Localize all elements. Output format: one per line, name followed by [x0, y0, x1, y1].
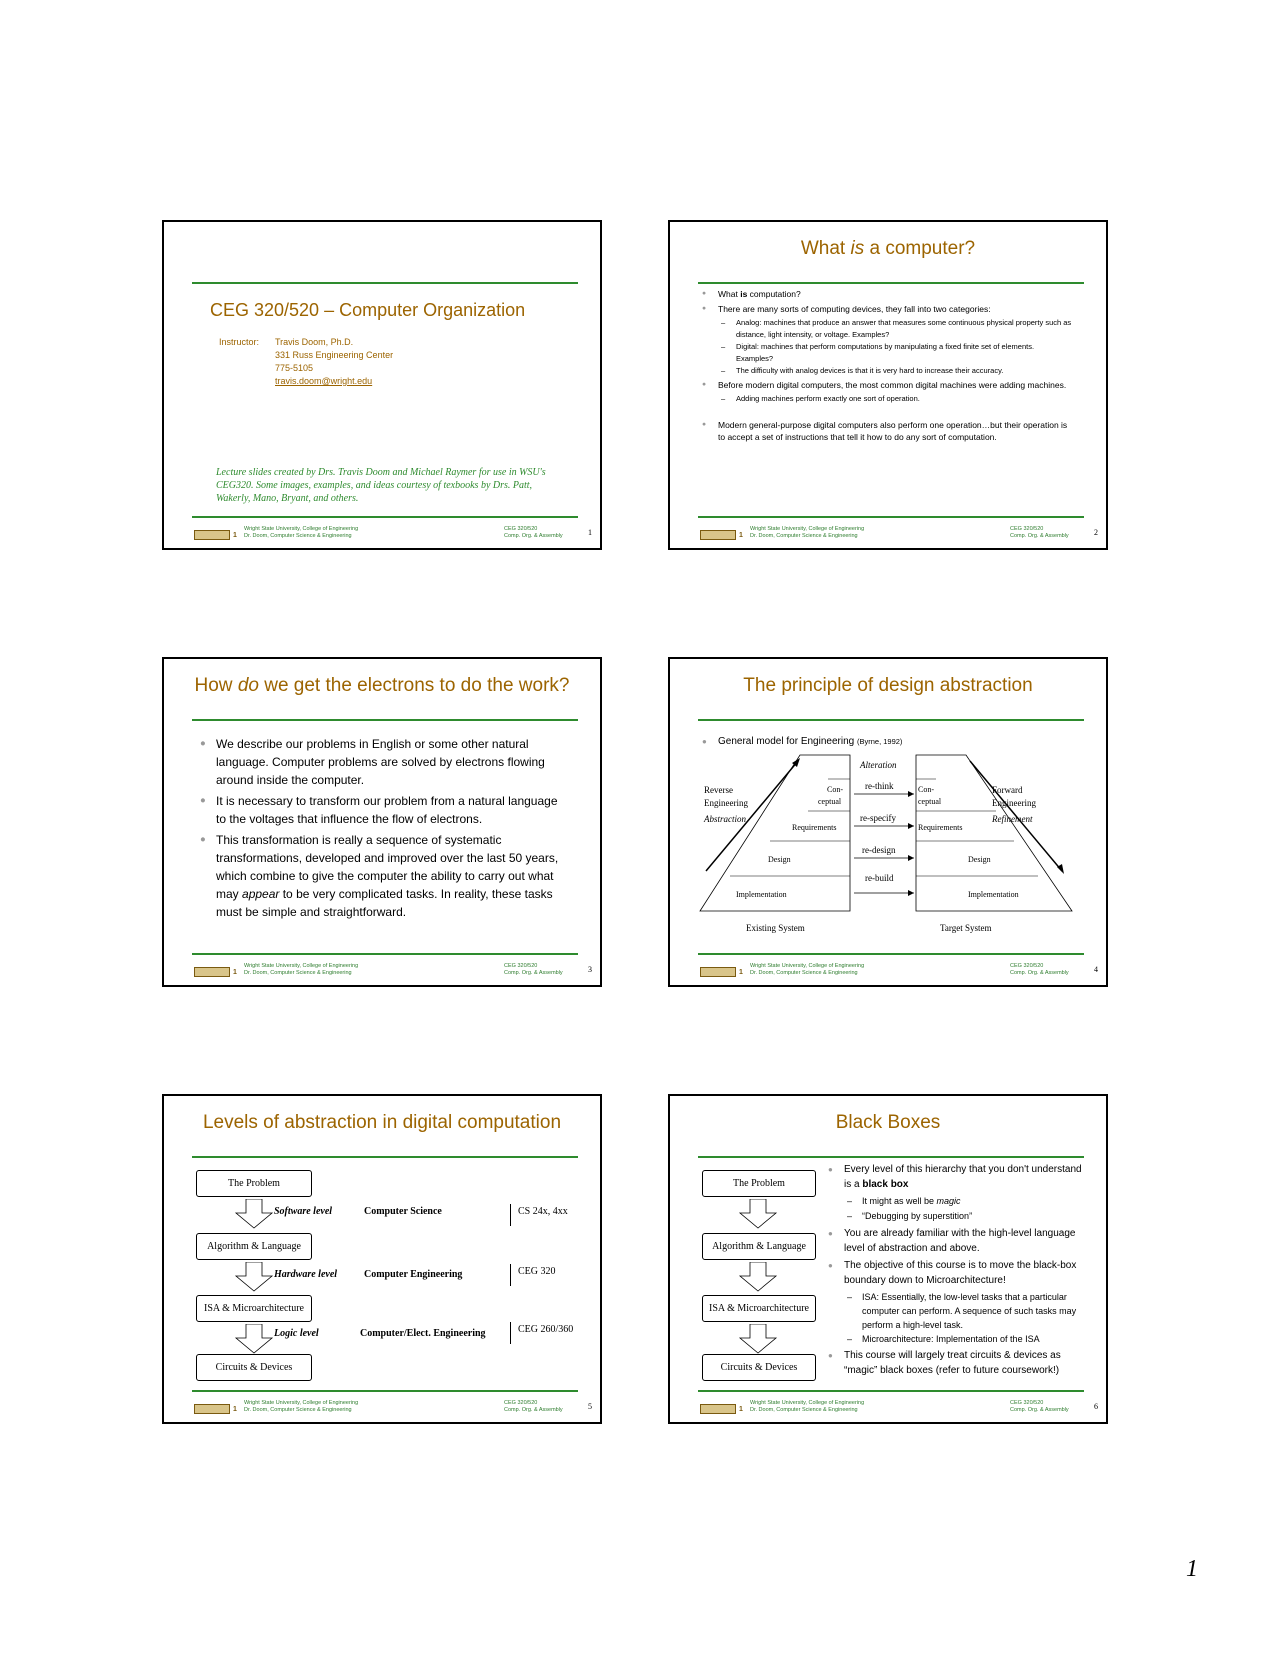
header-rule	[192, 1156, 578, 1158]
footer-school: Wright State University, College of Engineering	[244, 1400, 359, 1406]
sub-item: – “Debugging by superstition”	[844, 1209, 1084, 1224]
footer-dept: Dr. Doom, Computer Science & Engineering	[750, 533, 858, 539]
footer-course: CEG 320/520	[504, 1400, 538, 1406]
instructor-office: 331 Russ Engineering Center	[275, 350, 394, 360]
footer-school: Wright State University, College of Engineering	[244, 526, 359, 532]
header-rule	[192, 719, 578, 721]
field-ce: Computer Engineering	[364, 1269, 463, 1280]
wsu-logo	[700, 530, 736, 540]
conceptual-right-2: ceptual	[918, 797, 942, 806]
list-item: ● General model for Engineering (Byrne, 1992)	[702, 735, 1072, 749]
down-arrow-icon	[738, 1324, 778, 1354]
sub-item: – The difficulty with analog devices is that it is very hard to increase their accuracy.	[718, 365, 1072, 377]
forward-engineering-label: Engineering	[992, 798, 1036, 808]
respecify-label: re-specify	[860, 813, 896, 823]
credit-text: Lecture slides created by Drs. Travis Doom and Michael Raymer for use in WSU's CEG320. Some images, examples, and ideas courtesy of texbooks by Drs. Patt, Wakerly, Mano, Bryant, and others.	[216, 467, 546, 504]
slide-6	[668, 1094, 1108, 1424]
slide-title: How do we get the electrons to do the work?	[194, 675, 570, 696]
logo-mark: 1	[739, 969, 743, 976]
slide-footer	[670, 957, 1106, 985]
slide-footer	[670, 520, 1106, 548]
slide-1	[162, 220, 602, 550]
slide-footer	[164, 957, 600, 985]
design-left: Design	[768, 855, 791, 864]
slide-title: Levels of abstraction in digital computation	[202, 1112, 562, 1133]
wsu-logo	[194, 967, 230, 977]
slide-3	[162, 657, 602, 987]
footer-course-name: Comp. Org. & Assembly	[504, 970, 563, 976]
list-item: ● There are many sorts of computing devices, they fall into two categories: – Analog: machines that produce an answer that measures some continuous physical property such as distance, light intensity, or voltage. Examples? – Digital: machines that perform computations by manipulating a fixed finite set of elements. Examples? – The difficulty with analog devices is that it is very hard to increase their accuracy.	[702, 303, 1072, 377]
slide-number: 4	[1094, 965, 1098, 974]
wsu-logo	[700, 967, 736, 977]
footer-rule	[192, 953, 578, 955]
target-system-pyramid	[916, 755, 1072, 911]
slide-title: What is a computer?	[800, 238, 976, 259]
footer-rule	[698, 1390, 1084, 1392]
footer-school: Wright State University, College of Engineering	[750, 526, 865, 532]
wsu-logo	[700, 1404, 736, 1414]
course-bracket	[510, 1322, 511, 1344]
abstraction-label: Abstraction	[704, 814, 746, 824]
slide-number: 1	[588, 528, 592, 537]
slide-title: CEG 320/520 – Computer Organization	[210, 300, 526, 320]
down-arrow-icon	[738, 1262, 778, 1292]
level-box-algorithm: Algorithm & Language	[702, 1233, 816, 1260]
slide-title: The principle of design abstraction	[743, 675, 1033, 696]
rebuild-label: re-build	[865, 873, 894, 883]
course-bracket	[510, 1204, 511, 1226]
bullet-list	[702, 288, 1072, 443]
sub-item: – It might as well be magic	[844, 1194, 1084, 1209]
level-hardware: Hardware level	[274, 1269, 338, 1280]
footer-dept: Dr. Doom, Computer Science & Engineering	[750, 1407, 858, 1413]
existing-system-pyramid	[700, 755, 850, 911]
design-abstraction-diagram	[670, 751, 1106, 981]
footer-dept: Dr. Doom, Computer Science & Engineering	[750, 970, 858, 976]
slide-number: 6	[1094, 1402, 1098, 1411]
slide-number: 5	[588, 1402, 592, 1411]
list-item: ● This transformation is really a sequence of systematic transformations, developed and improved over the last 50 years, which combine to give the computer the ability to carry out what may appear to be very complicated tasks. In reality, these tasks must be simple and straightforward.	[200, 831, 570, 921]
footer-course-name: Comp. Org. & Assembly	[1010, 533, 1069, 539]
field-cs: Computer Science	[364, 1206, 442, 1217]
list-item: ● It is necessary to transform our problem from a natural language to the voltages that influence the flow of electrons.	[200, 792, 570, 828]
slide-footer	[670, 1394, 1106, 1422]
header-rule	[698, 282, 1084, 284]
reverse-engineering-label: Engineering	[704, 798, 748, 808]
footer-school: Wright State University, College of Engineering	[244, 963, 359, 969]
level-box-problem: The Problem	[702, 1170, 816, 1197]
footer-rule	[192, 516, 578, 518]
list-item: ● You are already familiar with the high-level language level of abstraction and above.	[828, 1226, 1084, 1256]
slide-5	[162, 1094, 602, 1424]
slide-footer	[164, 1394, 600, 1422]
level-box-circuits: Circuits & Devices	[196, 1354, 312, 1381]
redesign-label: re-design	[862, 845, 896, 855]
level-box-algorithm: Algorithm & Language	[196, 1233, 312, 1260]
footer-course-name: Comp. Org. & Assembly	[1010, 1407, 1069, 1413]
bullet-list	[200, 735, 570, 921]
existing-system-label: Existing System	[746, 923, 805, 933]
sub-item: – Microarchitecture: Implementation of the ISA	[844, 1332, 1084, 1346]
conceptual-left-1: Con-	[827, 785, 843, 794]
implementation-left: Implementation	[736, 890, 787, 899]
level-box-problem: The Problem	[196, 1170, 312, 1197]
down-arrow-icon	[738, 1199, 778, 1229]
footer-dept: Dr. Doom, Computer Science & Engineering	[244, 533, 352, 539]
course-cs: CS 24x, 4xx	[518, 1206, 568, 1217]
list-item: ● Before modern digital computers, the most common digital machines were adding machines. – Adding machines perform exactly one sort of operation.	[702, 379, 1072, 405]
design-right: Design	[968, 855, 991, 864]
header-rule	[698, 1156, 1084, 1158]
slide-2	[668, 220, 1108, 550]
sub-item: – ISA: Essentially, the low-level tasks that a particular computer can perform. A sequence of such tasks may perform a high-level task.	[844, 1290, 1084, 1332]
footer-course: CEG 320/520	[1010, 526, 1044, 532]
level-box-isa: ISA & Microarchitecture	[196, 1295, 312, 1322]
level-box-circuits: Circuits & Devices	[702, 1354, 816, 1381]
footer-rule	[698, 516, 1084, 518]
instructor-label: Instructor:	[219, 337, 260, 347]
rethink-label: re-think	[865, 781, 894, 791]
course-ce: CEG 320	[518, 1266, 556, 1277]
bullet-list	[702, 735, 1072, 749]
implementation-right: Implementation	[968, 890, 1019, 899]
list-item: ● The objective of this course is to move the black-box boundary down to Microarchitecture! – ISA: Essentially, the low-level tasks that a particular computer can perform. A sequence of such tasks may perform a high-level task. – Microarchitecture: Implementation of the ISA	[828, 1258, 1084, 1346]
alteration-label: Alteration	[860, 760, 897, 770]
logo-mark: 1	[739, 532, 743, 539]
footer-rule	[698, 953, 1084, 955]
target-system-label: Target System	[940, 923, 992, 933]
list-item: ● This course will largely treat circuits & devices as “magic” black boxes (refer to future coursework!)	[828, 1348, 1084, 1378]
down-arrow-icon	[234, 1324, 274, 1354]
refinement-label: Refinement	[992, 814, 1033, 824]
sub-item: – Adding machines perform exactly one sort of operation.	[718, 393, 1072, 405]
footer-course-name: Comp. Org. & Assembly	[504, 1407, 563, 1413]
reverse-label: Reverse	[704, 785, 733, 795]
slide-4	[668, 657, 1108, 987]
header-rule	[192, 282, 578, 284]
bullet-list	[828, 1162, 1084, 1378]
down-arrow-icon	[234, 1199, 274, 1229]
footer-course: CEG 320/520	[1010, 963, 1044, 969]
header-rule	[698, 719, 1084, 721]
instructor-email[interactable]: travis.doom@wright.edu	[275, 376, 373, 386]
slide-footer	[164, 520, 600, 548]
forward-label: Forward	[992, 785, 1023, 795]
course-cee: CEG 260/360	[518, 1324, 574, 1335]
slide-number: 2	[1094, 528, 1098, 537]
down-arrow-icon	[234, 1262, 274, 1292]
conceptual-right-1: Con-	[918, 785, 934, 794]
wsu-logo	[194, 530, 230, 540]
footer-course: CEG 320/520	[504, 526, 538, 532]
footer-course-name: Comp. Org. & Assembly	[1010, 970, 1069, 976]
sub-item: – Analog: machines that produce an answer that measures some continuous physical property such as distance, light intensity, or voltage. Examples?	[718, 317, 1072, 341]
level-box-isa: ISA & Microarchitecture	[702, 1295, 816, 1322]
logo-mark: 1	[739, 1406, 743, 1413]
field-cee: Computer/Elect. Engineering	[360, 1328, 486, 1339]
wsu-logo	[194, 1404, 230, 1414]
footer-dept: Dr. Doom, Computer Science & Engineering	[244, 970, 352, 976]
instructor-phone: 775-5105	[275, 363, 314, 373]
slide-number: 3	[588, 965, 592, 974]
requirements-right: Requirements	[918, 823, 963, 832]
logo-mark: 1	[233, 1406, 237, 1413]
logo-mark: 1	[233, 969, 237, 976]
conceptual-left-2: ceptual	[818, 797, 842, 806]
instructor-name: Travis Doom, Ph.D.	[275, 337, 354, 347]
footer-dept: Dr. Doom, Computer Science & Engineering	[244, 1407, 352, 1413]
requirements-left: Requirements	[792, 823, 837, 832]
slide-title: Black Boxes	[835, 1112, 941, 1133]
logo-mark: 1	[233, 532, 237, 539]
footer-school: Wright State University, College of Engineering	[750, 963, 865, 969]
list-item: ● Every level of this hierarchy that you don't understand is a black box – It might as well be magic – “Debugging by superstition”	[828, 1162, 1084, 1224]
page-number: 1	[1186, 1556, 1198, 1582]
list-item: ● We describe our problems in English or some other natural language. Computer problems are solved by electrons flowing around inside the computer.	[200, 735, 570, 789]
footer-rule	[192, 1390, 578, 1392]
list-item: ● Modern general-purpose digital computers also perform one operation…but their operation is to accept a set of instructions that tell it how to do any sort of computation.	[702, 419, 1072, 443]
footer-course-name: Comp. Org. & Assembly	[504, 533, 563, 539]
footer-course: CEG 320/520	[1010, 1400, 1044, 1406]
course-bracket	[510, 1264, 511, 1286]
sub-item: – Digital: machines that perform computations by manipulating a fixed finite set of elements. Examples?	[718, 341, 1072, 365]
level-software: Software level	[274, 1206, 333, 1217]
footer-course: CEG 320/520	[504, 963, 538, 969]
list-item: ● What is computation?	[702, 288, 1072, 300]
footer-school: Wright State University, College of Engineering	[750, 1400, 865, 1406]
level-logic: Logic level	[274, 1328, 319, 1339]
